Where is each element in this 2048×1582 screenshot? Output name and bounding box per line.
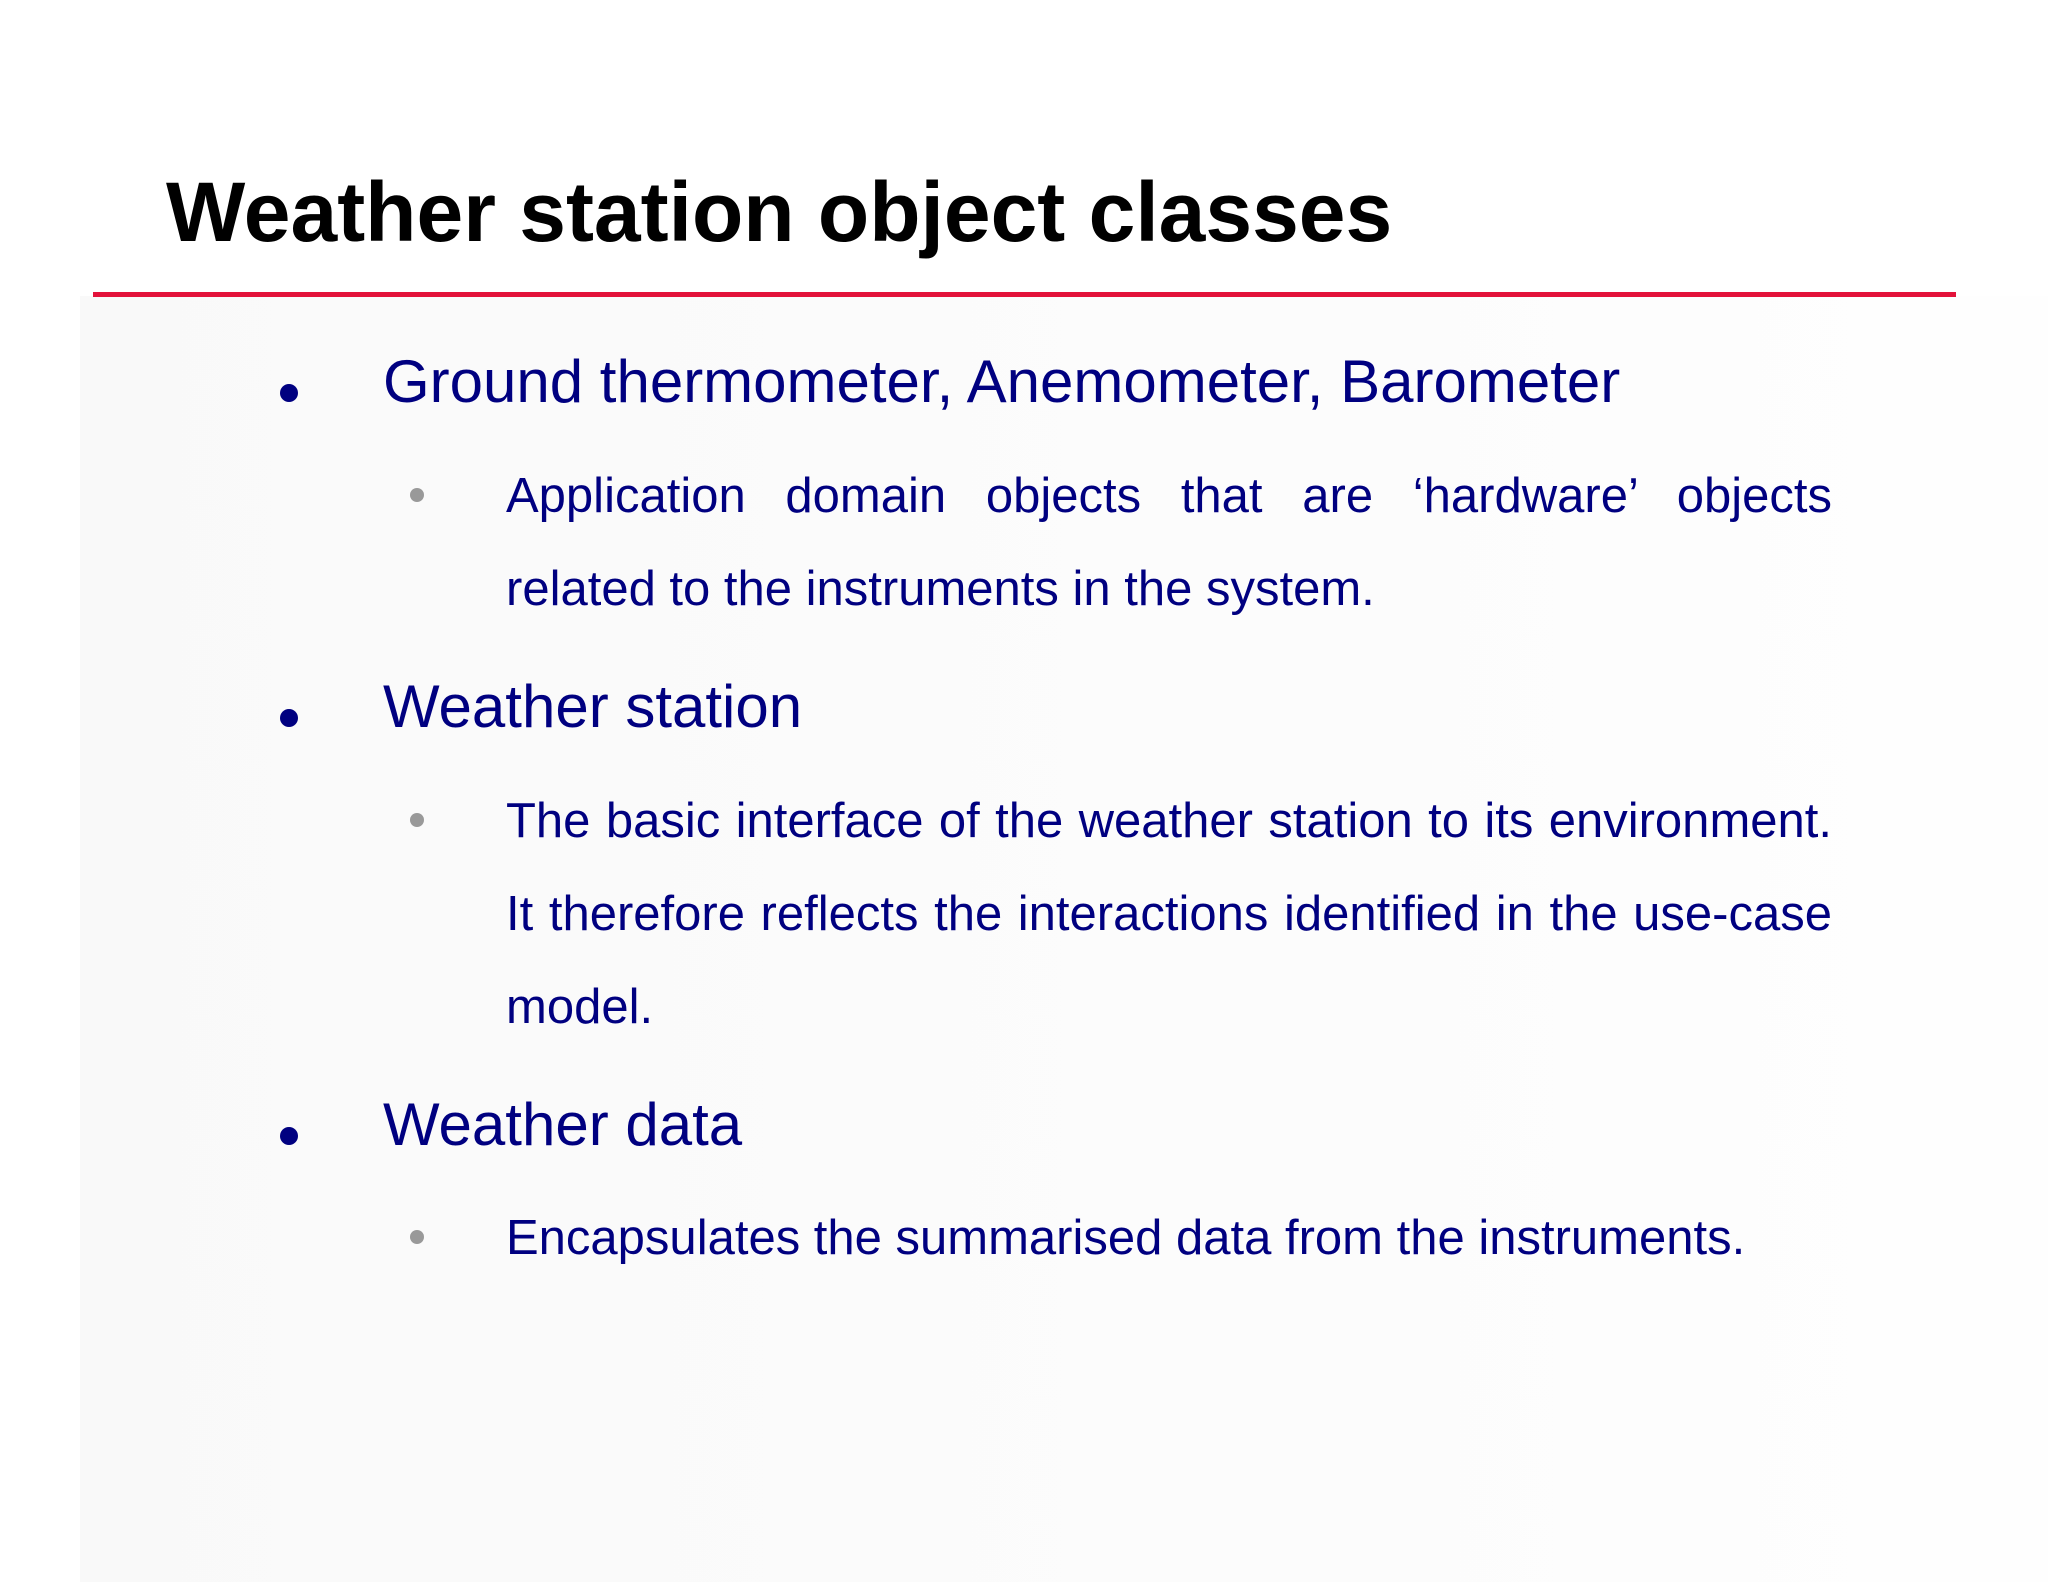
bullet-description: The basic interface of the weather station to its environment. It therefore reflects the interactions identified in the use-case model.	[506, 794, 1832, 1034]
bullet-heading: Ground thermometer, Anemometer, Barometer	[383, 348, 1621, 415]
bullet-heading: Weather data	[383, 1091, 743, 1158]
bullet-description: Encapsulates the summarised data from the instruments.	[506, 1211, 1746, 1265]
bullet-icon	[280, 709, 298, 727]
slide-title: Weather station object classes	[166, 165, 1393, 259]
bullet-icon	[280, 384, 298, 402]
sub-bullet-icon	[410, 1230, 424, 1244]
bullet-icon	[280, 1127, 298, 1145]
bullet-description: Application domain objects that are ‘hardware’ objects related to the instruments in the system.	[506, 469, 1832, 616]
title-divider	[93, 292, 1956, 297]
sub-bullet-icon	[410, 813, 424, 827]
sub-bullet-icon	[410, 488, 424, 502]
bullet-heading: Weather station	[383, 673, 803, 740]
